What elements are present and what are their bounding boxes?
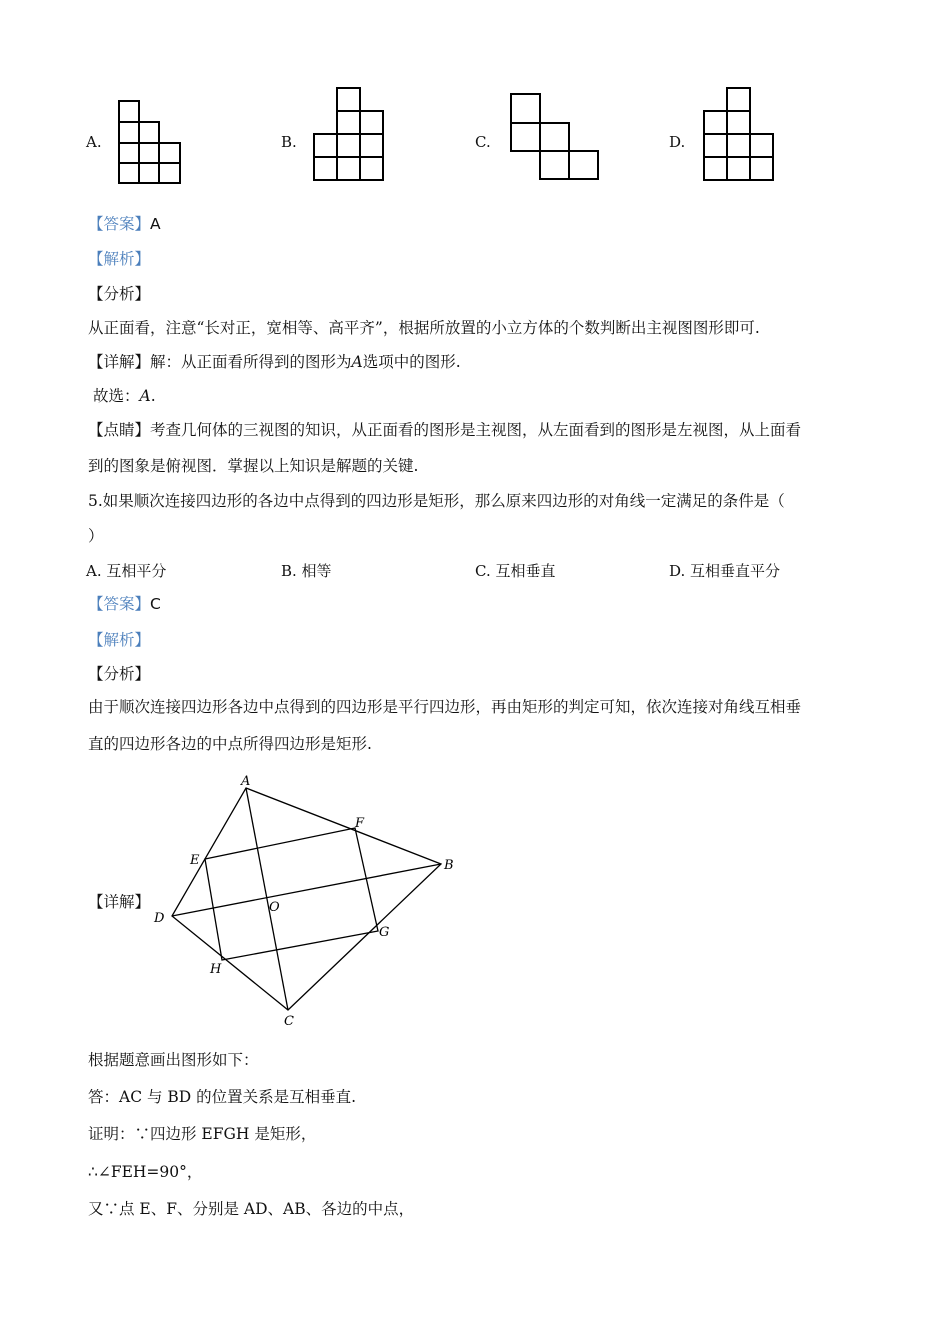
q5-option-c: C. 互相垂直: [475, 562, 556, 580]
option-d-figure: [702, 86, 776, 184]
label-o: O: [269, 900, 280, 915]
q5-question-line1: 5.如果顺次连接四边形的各边中点得到的四边形是矩形，那么原来四边形的对角线一定满足的条件是（: [88, 492, 785, 510]
dianjing-tag: 【点睛】: [88, 421, 151, 439]
q4-jiexi-line: [88, 249, 150, 269]
quadrilateral-figure: [150, 772, 470, 1034]
q5-jiexi-line: [88, 630, 150, 650]
answer-value: A: [150, 215, 161, 233]
q5-line-angle: ∴∠FEH=90°，: [88, 1163, 203, 1181]
q4-xiangjie-line: [88, 352, 461, 372]
q4-fenxi-tag: 【分析】: [88, 285, 151, 303]
label-g: G: [379, 925, 390, 940]
label-f: F: [355, 816, 365, 831]
jiexi-tag: 【解析】: [88, 250, 151, 268]
choose-end: .: [150, 387, 156, 405]
label-b: B: [444, 858, 454, 873]
q5-fenxi-line2: 直的四边形各边的中点所得四边形是矩形.: [88, 735, 372, 753]
label-c: C: [284, 1014, 294, 1029]
q4-dianjing-line2: 到的图象是俯视图．掌握以上知识是解题的关键.: [88, 457, 419, 475]
answer-tag: 【答案】: [88, 595, 151, 613]
q5-option-b: B. 相等: [281, 562, 332, 580]
label-e: E: [190, 853, 200, 868]
q5-line-answer: 答：AC 与 BD 的位置关系是互相垂直.: [88, 1088, 357, 1106]
q5-line-midpoints: 又∵点 E、F、分别是 AD、AB、各边的中点，: [88, 1200, 415, 1218]
q4-answer-line: [88, 214, 161, 234]
q5-answer-line: [88, 594, 161, 614]
label-h: H: [210, 962, 222, 977]
xiangjie-text-b: 选项中的图形.: [362, 353, 461, 371]
label-d: D: [154, 911, 165, 926]
dianjing-text-1: 考查几何体的三视图的知识，从正面看的图形是主视图，从左面看到的图形是左视图，从上面看: [150, 421, 802, 439]
q5-option-d: D. 互相垂直平分: [669, 562, 781, 580]
label-a: A: [241, 774, 251, 789]
option-c-label: C.: [475, 133, 491, 151]
answer-tag: 【答案】: [88, 215, 151, 233]
q5-line-draw: 根据题意画出图形如下：: [88, 1051, 259, 1069]
q5-fenxi-line1: 由于顺次连接四边形各边中点得到的四边形是平行四边形，再由矩形的判定可知，依次连接对角线互相垂: [88, 698, 802, 716]
option-b-label: B.: [281, 133, 297, 151]
answer-value: C: [150, 595, 161, 613]
option-a-label: A.: [86, 133, 102, 151]
xiangjie-text-a: 解：从正面看所得到的图形为: [150, 353, 352, 371]
option-a-figure: [117, 99, 183, 185]
choose-text: 故选：: [93, 387, 140, 405]
q5-xiangjie-tag: 【详解】: [88, 893, 151, 911]
q5-line-proof: 证明：∵四边形 EFGH 是矩形，: [88, 1125, 317, 1143]
q4-dianjing-line1: [88, 420, 801, 440]
xiangjie-var: A: [351, 353, 363, 371]
q5-option-a: A. 互相平分: [86, 562, 167, 580]
q4-fenxi-text: 从正面看，注意“长对正，宽相等、高平齐”，根据所放置的小立方体的个数判断出主视图图形即可.: [88, 319, 760, 337]
q5-question-line2: ）: [88, 527, 104, 545]
option-b-figure: [312, 86, 386, 184]
choose-var: A: [139, 387, 151, 405]
q5-fenxi-tag: 【分析】: [88, 665, 151, 683]
xiangjie-tag: 【详解】: [88, 353, 151, 371]
option-d-label: D.: [669, 133, 686, 151]
q4-choose-line: [93, 386, 156, 406]
option-c-figure: [509, 92, 601, 182]
jiexi-tag: 【解析】: [88, 631, 151, 649]
